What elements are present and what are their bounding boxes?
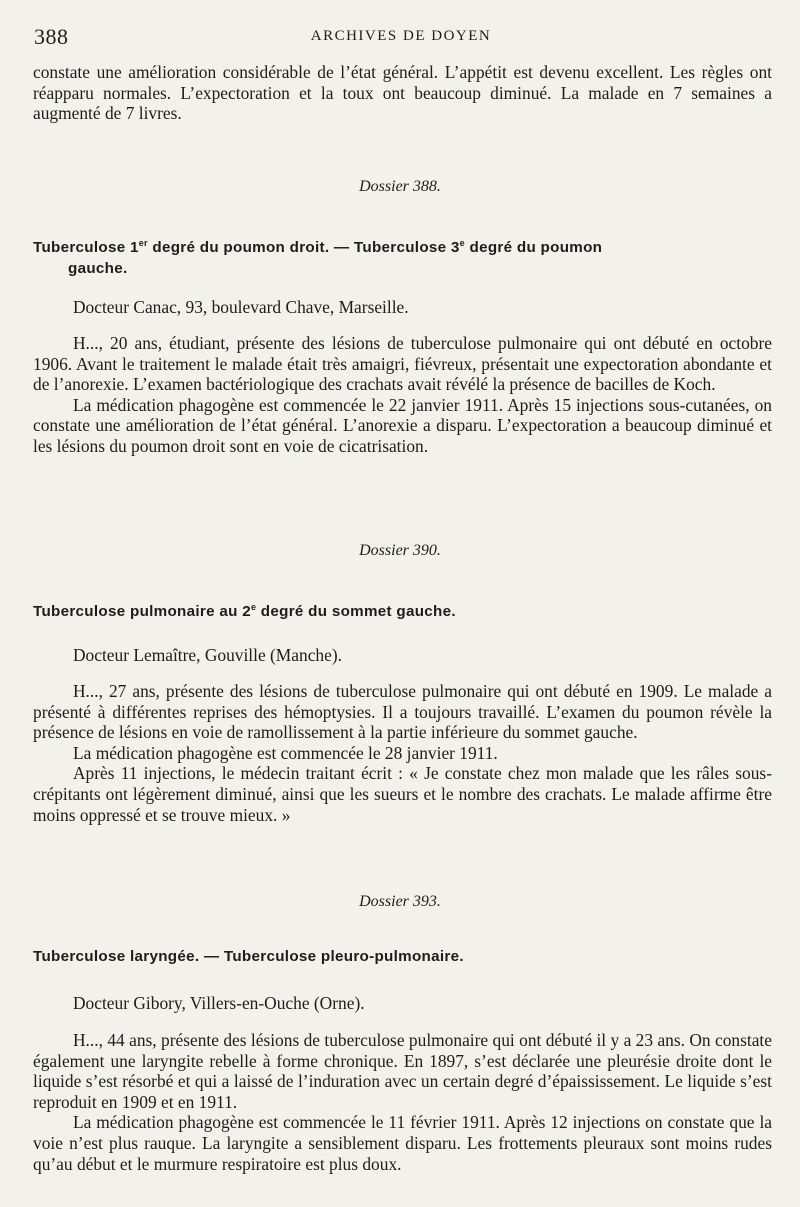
dossier-393-paragraph-2: La médication phagogène est commencée le 11 février 1911. Après 12 injections on constate que la voie n’est plus rauque. La laryngite a sensiblement disparu. Les frottements pleuraux sont moins rudes qu’au début et le murmure respiratoire est plus doux. (33, 1112, 772, 1174)
dossier-390-doctor: Docteur Lemaître, Gouville (Manche). (73, 645, 342, 665)
dossier-388-body (33, 333, 772, 457)
dossier-390-paragraph-1: H..., 27 ans, présente des lésions de tuberculose pulmonaire qui ont débuté en 1909. Le malade a présenté à différentes reprises des hémoptysies. Il a toujours travaillé. L’examen du poumon révèle la présence de lésions en voie de ramollissement à la partie inférieure du sommet gauche. (33, 681, 772, 743)
dossier-388-paragraph-1: H..., 20 ans, étudiant, présente des lésions de tuberculose pulmonaire qui ont débuté en octobre 1906. Avant le traitement le malade était très amaigri, fiévreux, présentait une expectoration abondante et de l’anorexie. L’examen bactériologique des crachats avait révélé la présence de bacilles de Koch. (33, 333, 772, 395)
dossier-393-doctor: Docteur Gibory, Villers-en-Ouche (Orne). (73, 993, 365, 1013)
dossier-390-title: Tuberculose pulmonaire au 2e degré du sommet gauche. (33, 602, 456, 620)
dossier-393-body (33, 1030, 772, 1174)
running-title: ARCHIVES DE DOYEN (310, 28, 492, 44)
dossier-388-doctor: Docteur Canac, 93, boulevard Chave, Marseille. (73, 297, 409, 317)
dossier-388-label: Dossier 388. (359, 178, 441, 195)
intro-paragraph: constate une amélioration considérable de l’état général. L’appétit est devenu excellent. Les règles ont réapparu normales. L’expectoration et la toux ont beaucoup diminué. La malade en 7 semaines a augmenté de 7 livres. (33, 62, 772, 124)
page-number: 388 (34, 24, 69, 49)
dossier-390-body (33, 681, 772, 825)
dossier-388-paragraph-2: La médication phagogène est commencée le 22 janvier 1911. Après 15 injections sous-cutanées, on constate une amélioration de l’état général. L’anorexie a disparu. L’expectoration a beaucoup diminué et les lésions du poumon droit sont en voie de cicatrisation. (33, 394, 772, 456)
dossier-390-paragraph-3: Après 11 injections, le médecin traitant écrit : « Je constate chez mon malade que les râles sous-crépitants ont légèrement diminué, ainsi que les sueurs et le nombre des crachats. Le malade affirme être moins oppressé et se trouve mieux. » (33, 763, 772, 825)
dossier-390-label: Dossier 390. (359, 542, 441, 559)
dossier-393-title: Tuberculose laryngée. — Tuberculose pleuro-pulmonaire. (33, 948, 464, 965)
dossier-390-paragraph-2: La médication phagogène est commencée le 28 janvier 1911. (73, 742, 498, 763)
dossier-388-title: Tuberculose 1er degré du poumon droit. — Tuberculose 3e degré du poumon gauche. (33, 238, 603, 277)
page-header (32, 22, 770, 52)
dossier-393-paragraph-1: H..., 44 ans, présente des lésions de tuberculose pulmonaire qui ont débuté il y a 23 ans. On constate également une laryngite rebelle à forme chronique. En 1897, s’est déclarée une pleurésie droite dont le liquide s’est résorbé et qui a laissé de l’induration avec un certain degré d’épaississement. Le liquide s’est reproduit en 1909 et en 1911. (33, 1030, 772, 1112)
dossier-393-label: Dossier 393. (359, 893, 441, 910)
